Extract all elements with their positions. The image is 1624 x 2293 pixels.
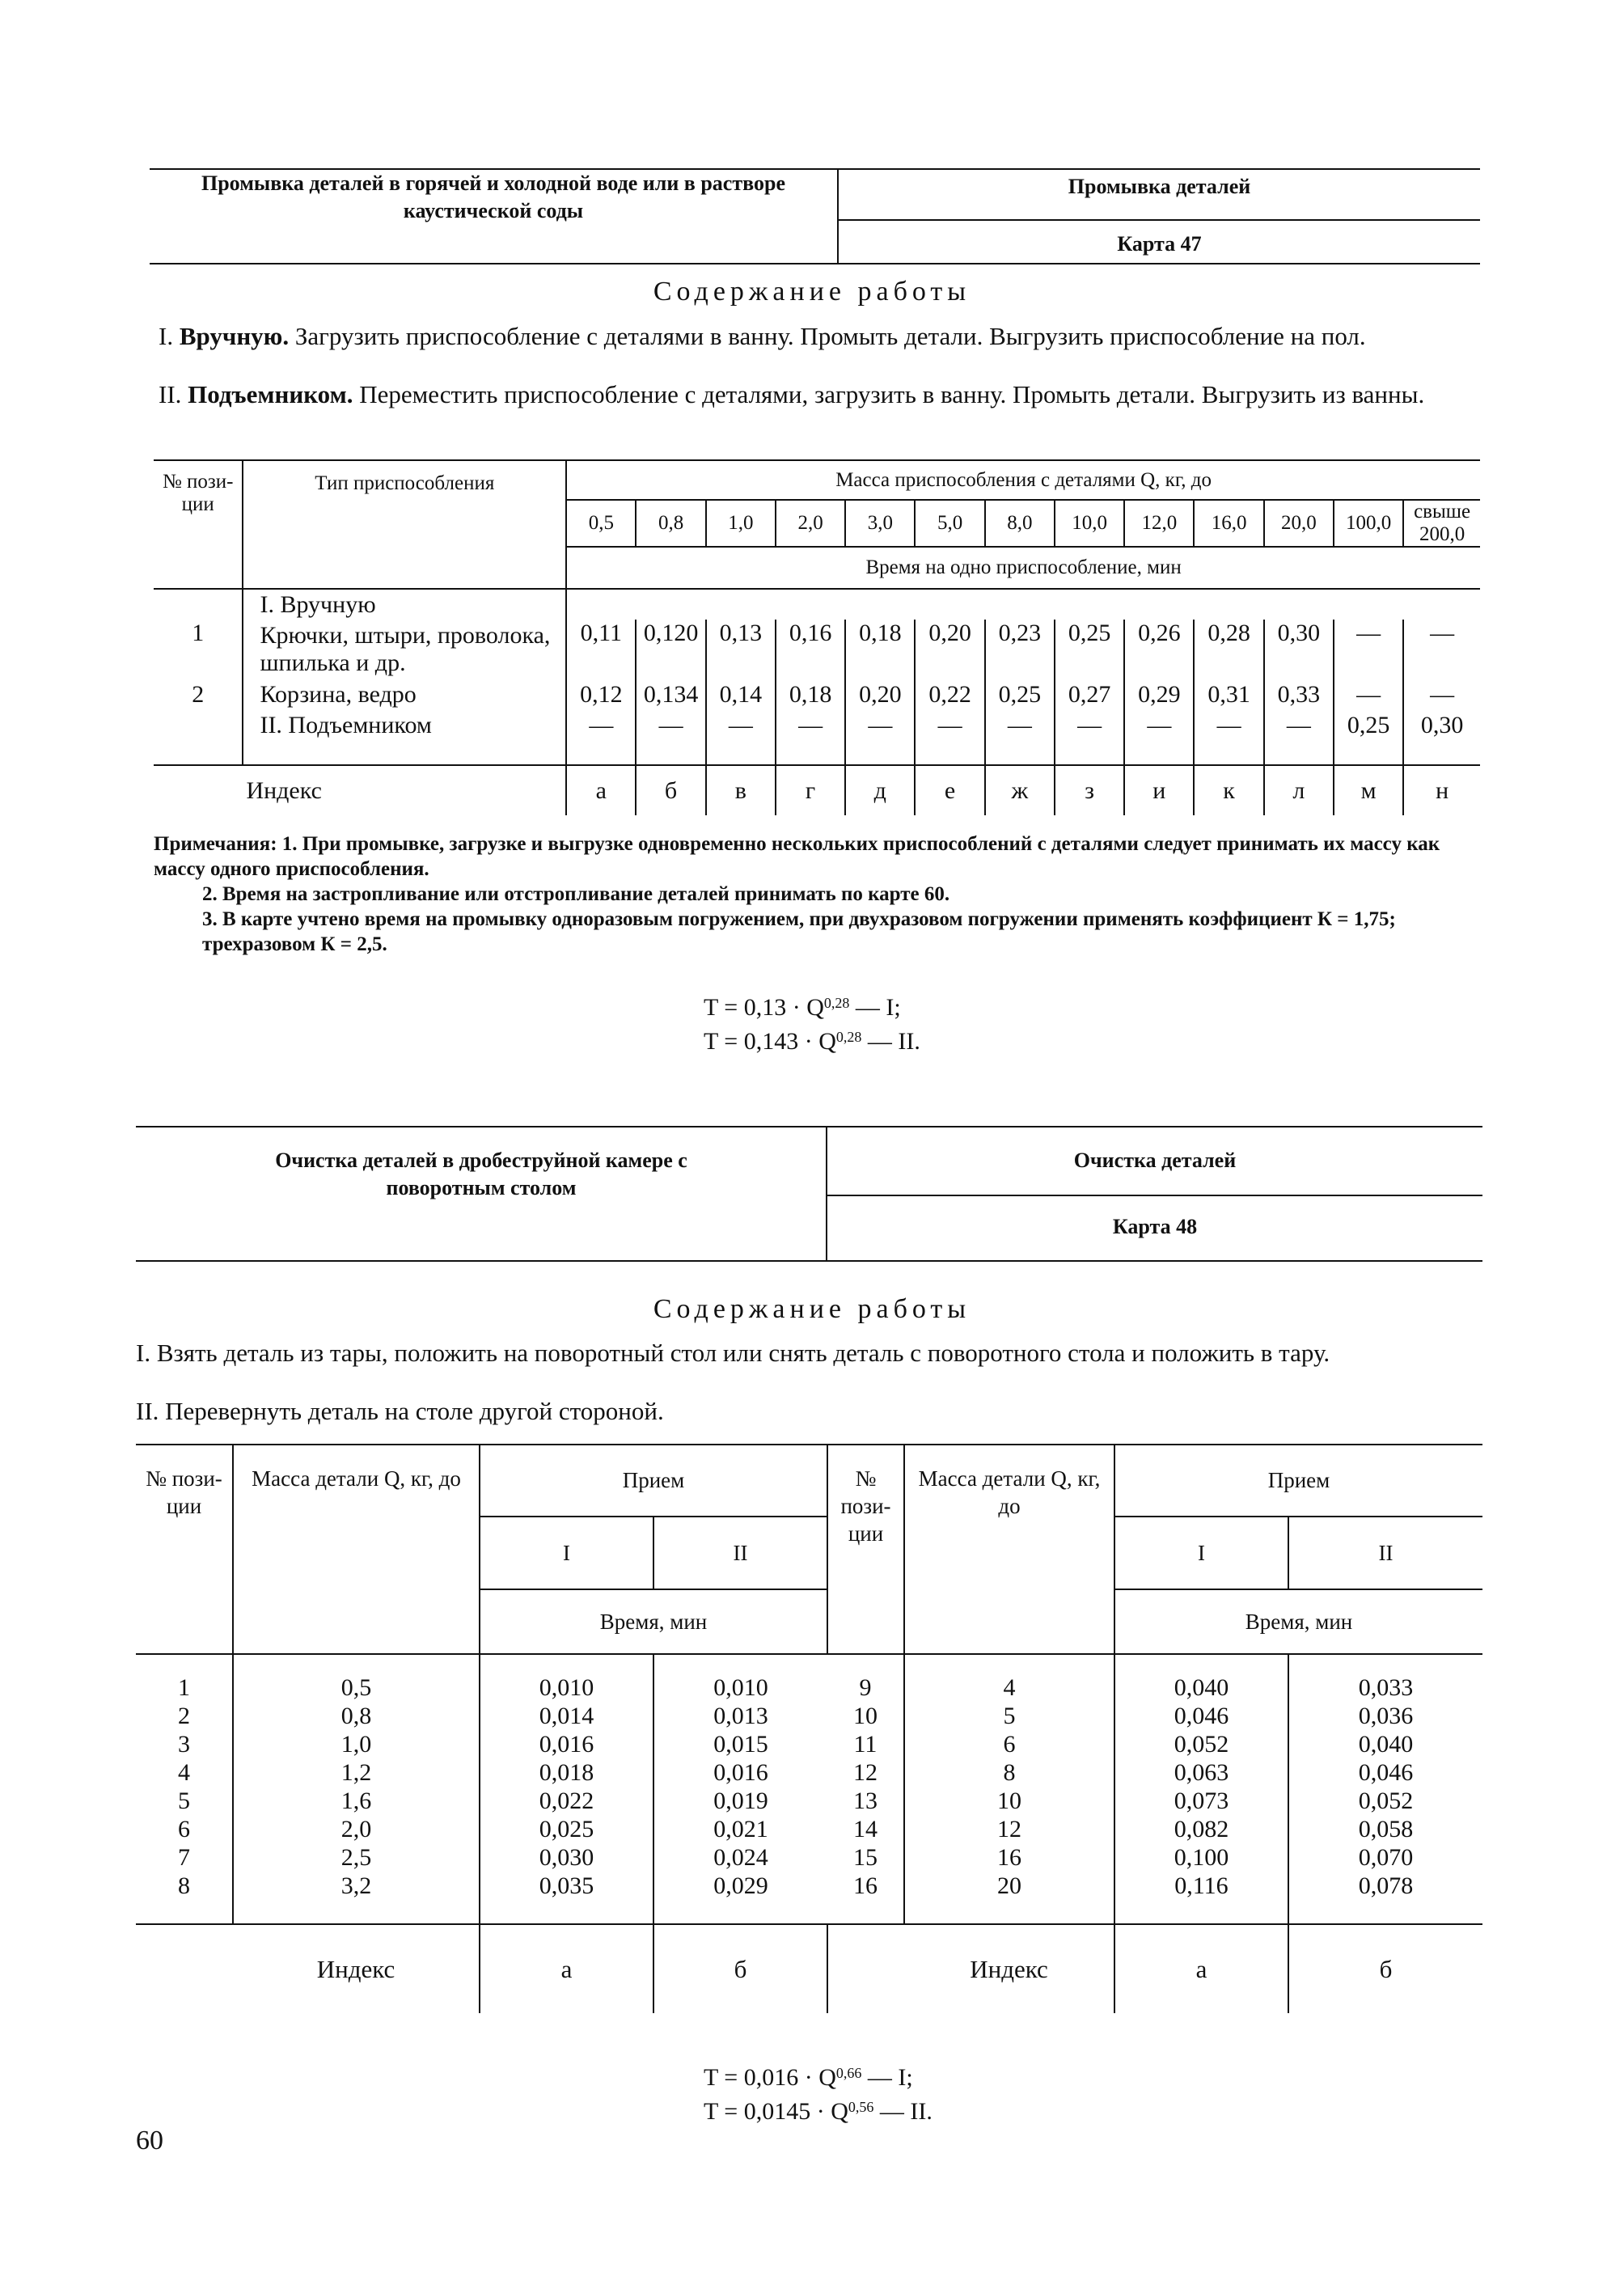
col-method-header-2: Прием	[1114, 1445, 1482, 1517]
note-3: 3. В карте учтено время на промывку одноразовым погружением, при двухразовом погружении применять коэффициент К = 1,75; трехразовом К = 2,5.	[202, 908, 1396, 955]
row-position: 1	[154, 620, 243, 679]
row-position: 4	[136, 1758, 233, 1787]
row-position: 5	[136, 1787, 233, 1815]
index-letter: а	[566, 765, 636, 815]
mass-value: 10,0	[1055, 500, 1124, 547]
row-mass: 0,8	[233, 1702, 480, 1730]
work-item-number: I.	[159, 322, 174, 350]
time-value: 0,18	[776, 679, 845, 710]
col-method-header: Прием	[480, 1445, 827, 1517]
row-position: 13	[827, 1787, 904, 1815]
index-label: Индекс	[233, 1924, 480, 2013]
time-II: 0,029	[713, 1872, 768, 1899]
index-b: б	[734, 1954, 747, 1983]
row-position: 12	[827, 1758, 904, 1787]
page-number: 60	[136, 2126, 163, 2156]
row-position: 16	[827, 1872, 904, 1900]
card47-card-number: Карта 47	[1117, 232, 1202, 256]
time-value: 0,20	[915, 620, 984, 679]
mass-header: Масса приспособления с деталями Q, кг, до	[566, 461, 1480, 500]
time-value: —	[1334, 620, 1403, 679]
card48-work-item-2	[136, 1397, 1482, 1426]
mass-value: 100,0	[1334, 500, 1403, 547]
card48-card-number: Карта 48	[1112, 1215, 1198, 1238]
row-position: 6	[136, 1815, 233, 1843]
row-position: 11	[827, 1730, 904, 1758]
time-II: 0,013	[713, 1703, 768, 1729]
formula-1: T = 0,13 · Q$^{0,28}$ — I;	[704, 994, 901, 1021]
time-value: —	[1334, 679, 1403, 710]
col-I-header-2: I	[1114, 1517, 1288, 1589]
time-I: 0,046	[1114, 1702, 1288, 1730]
card48-content-heading: Содержание работы	[653, 1294, 971, 1324]
time-header-2: Время, мин	[1245, 1609, 1353, 1634]
time-value: —	[706, 710, 776, 741]
time-II: 0,078	[1358, 1872, 1414, 1899]
row-mass: 1,2	[233, 1758, 480, 1787]
work-item-mode: Вручную.	[179, 322, 290, 350]
col-position-header: № пози-ции	[154, 461, 243, 589]
card47-work-item-1	[159, 322, 1485, 351]
time-value: —	[1055, 710, 1124, 741]
row-type-name: Корзина, ведро	[243, 679, 566, 710]
time-II: 0,046	[1358, 1759, 1414, 1786]
time-I: 0,116	[1114, 1872, 1288, 1900]
card47-header-bottom-rule	[150, 263, 1480, 264]
time-header: Время, мин	[599, 1609, 708, 1634]
time-value: 0,25	[1055, 620, 1124, 679]
table-row	[154, 620, 1480, 679]
mass-value: 3,0	[845, 500, 915, 547]
card47-content-heading: Содержание работы	[653, 277, 971, 307]
mass-value: 0,5	[566, 500, 636, 547]
work-item-text: Загрузить приспособление с деталями в ванну. Промыть детали. Выгрузить приспособление на пол.	[294, 322, 1366, 350]
time-value: 0,13	[706, 620, 776, 679]
formula-2: T = 0,143 · Q$^{0,28}$ — II.	[704, 1028, 920, 1055]
table-row	[136, 1787, 1482, 1815]
table-row	[136, 1815, 1482, 1843]
time-II: 0,016	[713, 1759, 768, 1786]
row-position: 8	[136, 1872, 233, 1900]
row-position: 7	[136, 1843, 233, 1872]
time-value: —	[985, 710, 1055, 741]
time-I: 0,016	[480, 1730, 653, 1758]
time-II: 0,036	[1358, 1703, 1414, 1729]
time-header: Время на одно приспособление, мин	[566, 547, 1480, 589]
time-value: 0,12	[566, 679, 636, 710]
index-letter: в	[706, 765, 776, 815]
time-I: 0,010	[480, 1673, 653, 1702]
mass-value: 20,0	[1264, 500, 1334, 547]
card47-work-list	[159, 322, 1485, 435]
time-value: —	[636, 710, 705, 741]
card47-notes	[154, 831, 1484, 957]
col-position-header-2: № пози-ции	[827, 1445, 904, 1654]
formula-1: T = 0,016 · Q$^{0,66}$ — I;	[704, 2064, 913, 2091]
time-I: 0,100	[1114, 1843, 1288, 1872]
card48-left-title: Очистка деталей в дробеструйной камере с поворотным столом	[275, 1149, 687, 1199]
index-letter: е	[915, 765, 984, 815]
time-II: 0,070	[1358, 1844, 1414, 1871]
row-mass: 10	[904, 1787, 1114, 1815]
card48-right-title: Очистка деталей	[1073, 1149, 1237, 1172]
row-position: 9	[827, 1673, 904, 1702]
work-item-text: Переместить приспособление с деталями, загрузить в ванну. Промыть детали. Выгрузить из ванны.	[359, 380, 1425, 408]
mass-value: 16,0	[1194, 500, 1263, 547]
time-II: 0,015	[713, 1731, 768, 1758]
time-I: 0,040	[1114, 1673, 1288, 1702]
time-II: 0,019	[713, 1787, 768, 1814]
row-mass: 1,0	[233, 1730, 480, 1758]
time-I: 0,022	[480, 1787, 653, 1815]
time-II: 0,010	[713, 1674, 768, 1701]
time-I: 0,082	[1114, 1815, 1288, 1843]
row-mass: 2,5	[233, 1843, 480, 1872]
time-value: 0,16	[776, 620, 845, 679]
row-mass: 4	[904, 1673, 1114, 1702]
card47-left-title: Промывка деталей в горячей и холодной воде или в растворе каустической соды	[201, 171, 785, 222]
table-row	[136, 1758, 1482, 1787]
index-b-2: б	[1379, 1954, 1393, 1983]
time-value: 0,30	[1420, 712, 1464, 738]
time-value: 0,22	[915, 679, 984, 710]
time-value: 0,134	[636, 679, 705, 710]
row-mass: 12	[904, 1815, 1114, 1843]
row-mass: 0,5	[233, 1673, 480, 1702]
row-position: 14	[827, 1815, 904, 1843]
time-value: —	[1430, 620, 1455, 646]
row-mass: 1,6	[233, 1787, 480, 1815]
index-label: Индекс	[243, 765, 566, 815]
row-type-name: Крючки, штыри, проволока, шпилька и др.	[243, 620, 566, 679]
mass-value: 5,0	[915, 500, 984, 547]
mass-value: 8,0	[985, 500, 1055, 547]
row-position: 10	[827, 1702, 904, 1730]
time-I: 0,052	[1114, 1730, 1288, 1758]
work-item-text: Перевернуть деталь на столе другой стороной.	[165, 1397, 664, 1425]
index-letter: н	[1436, 776, 1449, 804]
time-value: 0,30	[1264, 620, 1334, 679]
time-I: 0,025	[480, 1815, 653, 1843]
index-a-2: а	[1114, 1924, 1288, 2013]
row-position: 2	[154, 679, 243, 710]
work-item-number: II.	[136, 1397, 159, 1425]
card48-work-list	[136, 1339, 1482, 1436]
index-a: а	[480, 1924, 653, 2013]
time-value: 0,27	[1055, 679, 1124, 710]
mass-value: 2,0	[776, 500, 845, 547]
time-value: 0,25	[1334, 710, 1403, 741]
time-value: 0,14	[706, 679, 776, 710]
col-type-header: Тип приспособления	[243, 461, 566, 589]
index-letter: м	[1334, 765, 1403, 815]
time-value: —	[776, 710, 845, 741]
formula-2: T = 0,0145 · Q$^{0,56}$ — II.	[704, 2098, 933, 2125]
row-position: 3	[136, 1730, 233, 1758]
time-value: 0,18	[845, 620, 915, 679]
index-letter: к	[1194, 765, 1263, 815]
time-value: —	[915, 710, 984, 741]
index-label-2: Индекс	[904, 1924, 1114, 2013]
time-II: 0,033	[1358, 1674, 1414, 1701]
table-row	[136, 1730, 1482, 1758]
col-mass-header-2: Масса детали Q, кг, до	[904, 1445, 1114, 1654]
time-I: 0,014	[480, 1702, 653, 1730]
index-letter: з	[1055, 765, 1124, 815]
table-row	[154, 679, 1480, 710]
note-2: 2. Время на застропливание или отстропливание деталей принимать по карте 60.	[202, 883, 950, 905]
time-value: 0,23	[985, 620, 1055, 679]
index-letter: и	[1124, 765, 1194, 815]
row-type-name: II. Подъемником	[243, 710, 566, 741]
time-value: —	[566, 710, 636, 741]
mass-value: 0,8	[636, 500, 705, 547]
row-mass: 16	[904, 1843, 1114, 1872]
table-row	[136, 1702, 1482, 1730]
work-item-mode: Подъемником.	[188, 380, 353, 408]
time-value: 0,31	[1194, 679, 1263, 710]
card48-work-item-1	[136, 1339, 1482, 1368]
index-row	[154, 765, 1480, 815]
row-position	[154, 710, 243, 741]
time-II: 0,058	[1358, 1816, 1414, 1842]
row-mass: 20	[904, 1872, 1114, 1900]
card47-header-mid-rule	[839, 219, 1480, 221]
time-II: 0,024	[713, 1844, 768, 1871]
table-row	[136, 1843, 1482, 1872]
table-row	[154, 710, 1480, 741]
time-I: 0,035	[480, 1872, 653, 1900]
card47-formulas	[704, 988, 1189, 1056]
card47-table	[154, 461, 1480, 815]
group-manual-label: I. Вручную	[243, 589, 566, 620]
time-I: 0,018	[480, 1758, 653, 1787]
table-row	[136, 1872, 1482, 1900]
col-II-header-2: II	[1288, 1517, 1482, 1589]
row-position: 2	[136, 1702, 233, 1730]
card48-header-top-rule	[136, 1126, 1482, 1127]
time-value: 0,20	[845, 679, 915, 710]
row-position: 1	[136, 1673, 233, 1702]
time-value: 0,33	[1264, 679, 1334, 710]
time-value: —	[1430, 681, 1455, 708]
row-mass: 3,2	[233, 1872, 480, 1900]
mass-value: 1,0	[706, 500, 776, 547]
time-value: —	[1194, 710, 1263, 741]
time-I: 0,030	[480, 1843, 653, 1872]
card48-header-mid-rule	[827, 1195, 1482, 1196]
card48-header-bottom-rule	[136, 1260, 1482, 1262]
col-mass-header: Масса детали Q, кг, до	[233, 1445, 480, 1654]
index-letter: б	[636, 765, 705, 815]
card47-work-item-2	[159, 380, 1485, 409]
time-II: 0,052	[1358, 1787, 1414, 1814]
card47-right-title: Промывка деталей	[1068, 175, 1251, 198]
col-II-header: II	[653, 1517, 827, 1589]
time-value: 0,120	[636, 620, 705, 679]
work-item-text: Взять деталь из тары, положить на поворотный стол или снять деталь с поворотного стола и положить в тару.	[156, 1339, 1330, 1367]
row-position: 15	[827, 1843, 904, 1872]
time-II: 0,040	[1358, 1731, 1414, 1758]
time-value: 0,29	[1124, 679, 1194, 710]
work-item-number: II.	[159, 380, 182, 408]
row-mass: 8	[904, 1758, 1114, 1787]
time-value: 0,28	[1194, 620, 1263, 679]
time-I: 0,073	[1114, 1787, 1288, 1815]
time-value: —	[845, 710, 915, 741]
index-letter: д	[845, 765, 915, 815]
mass-value: свыше 200,0	[1403, 500, 1480, 547]
row-mass: 2,0	[233, 1815, 480, 1843]
index-letter: г	[776, 765, 845, 815]
time-value: 0,26	[1124, 620, 1194, 679]
time-II: 0,021	[713, 1816, 768, 1842]
time-value: —	[1264, 710, 1334, 741]
index-letter: л	[1264, 765, 1334, 815]
mass-value: 12,0	[1124, 500, 1194, 547]
time-value: —	[1124, 710, 1194, 741]
card48-table	[136, 1445, 1482, 2013]
time-I: 0,063	[1114, 1758, 1288, 1787]
card48-formulas	[704, 2058, 1189, 2126]
table-row	[136, 1673, 1482, 1702]
index-letter: ж	[985, 765, 1055, 815]
time-value: 0,11	[566, 620, 636, 679]
row-mass: 5	[904, 1702, 1114, 1730]
row-mass: 6	[904, 1730, 1114, 1758]
col-I-header: I	[480, 1517, 653, 1589]
work-item-number: I.	[136, 1339, 151, 1367]
col-position-header: № пози-ции	[136, 1445, 233, 1654]
note-1: Примечания: 1. При промывке, загрузке и выгрузке одновременно нескольких приспособлений с деталями следует принимать их массу как массу одного приспособления.	[154, 833, 1440, 880]
time-value: 0,25	[985, 679, 1055, 710]
